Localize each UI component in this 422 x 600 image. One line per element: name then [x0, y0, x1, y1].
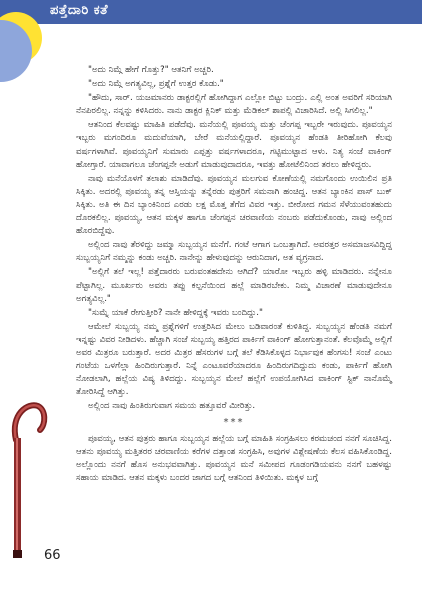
page-number: 66 [44, 548, 61, 563]
paragraph: "ಅದು ನಿಮ್ಗೆ ಅಗತ್ಯವಿಲ್ಲ, ಪ್ರಶ್ನೆಗೆ ಉತ್ತರ ಕೊಡು." [88, 79, 224, 90]
paragraph: "ಅದು ನಿಮ್ಗೆ ಹೇಗೆ ಗೊತ್ತು?" ಆತನಿಗೆ ಅಚ್ಚರಿ. [88, 65, 214, 75]
section-divider: *** [223, 417, 245, 429]
paragraph: ಅಲ್ಲಿಂದ ನಾವು ಹಿಂತಿರುಗುವಾಗ ಸಮಯ ಹತ್ತೂವರೆ ಮೀರಿತ್ತು. [88, 401, 256, 412]
paragraph: ಆತನಿಂದ ಕೆಲವಷ್ಟು ಮಾಹಿತಿ ಪಡೆದೆವು. ಮನೆಯಲ್ಲಿ ಪೂವಯ್ಯ ಮತ್ತು ಚೆಂಗಪ್ಪ ಇಬ್ಬರೇ ಇರುವುದು. ಪೂವಯ್ಯನ ಇಬ್ಬರು ಮಗಂದಿರೂ ಮದುವೆಯಾಗಿ, ಬೇರೆ ಮನೆಯಲ್ಲಿದ್ದಾರೆ. ಪೂವಯ್ಯನ ಹೆಂಡತಿ ತೀರಿಹೋಗಿ ಕೆಲವು ವರ್ಷಗಳಾಗಿವೆ. ಪೂವಯ್ಯನಿಗೆ ಸುಮಾರು ಎಪ್ಪತ್ತು ವರ್ಷಗಳಾದರೂ, ಗಟ್ಟಿಮುಟ್ಟಾದ ಆಳು. ನಿತ್ಯ ಸಂಜೆ ವಾಕಿಂಗ್ ಹೋಗ್ತಾರೆ. ಯಾವಾಗಲೂ ಚೆಂಗಪ್ಪನೇ ಅಡುಗೆ ಮಾಡುವುದಾದರೂ, ಇವತ್ತು ಹೋಟೆಲಿನಿಂದ ತರಲು ಹೇಳಿದ್ದರು. [76, 120, 392, 170]
paragraph: ಅಲ್ಲಿಂದ ನಾವು ತೆರಳಿದ್ದು ಜಮ್ಮಾ ಸುಬ್ಬಯ್ಯನ ಮನೆಗೆ. ಗಂಟೆ ಆಗಾಗ ಒಂಬತ್ತಾಗಿದೆ. ಅವರತ್ತರ ಅಸಮಾಜಸವಿದ್ದಿದ್ದ ಸುಬ್ಬಯ್ಯನಿಗೆ ನಮ್ಮನ್ನು ಕಂಡು ಅಚ್ಚರಿ. ನಾನೇನ್ನು ಹೇಳುವುದನ್ನು ಆರುನಿದಾಗ, ಅತ ವ್ಯಗ್ರನಾದ. [76, 240, 392, 264]
paragraph: ಪೂವಯ್ಯ, ಆತನ ಪುತ್ರರು ಹಾಗೂ ಸುಬ್ಬಯ್ಯನ ಹಲ್ಲೆಯ ಬಗ್ಗೆ ಮಾಹಿತಿ ಸಂಗ್ರಹಿಸಲು ಕರಮಚಂದ ನನಗೆ ಸೂಚಿಸಿದ್ದ. ಆತನು ಪೂವಯ್ಯ ಮತ್ತಿತರರ ಚರವಾಣಿಯ ಕರೆಗಳ ದತ್ತಾಂಶ ಸಂಗ್ರಹಿಸಿ, ಅವುಗಳ ವಿಶ್ಲೇಷಣೆಯ ಕೆಲಸ ವಹಿಸಿಕೊಂಡಿದ್ದ. ಅಲ್ಲೊಂದು ನನಗೆ ಹೊಸ ಅನುಭವವಾಗಿತ್ತು. ಪೂವಯ್ಯನ ಮನೆ ಸಮೀಪದ ಗೂಡಂಗಡಿಯವನು ನನಗೆ ಬಹಳಷ್ಟು ಸಹಾಯ ಮಾಡಿದ. ಆತನ ಮಕ್ಕಳು ಬಂದರ ಜಾಗದ ಬಗ್ಗೆ ಆತನಿಂದ ತಿಳಿಯಿತು. ಮಕ್ಕಳ ಬಗ್ಗೆ [76, 433, 392, 483]
paragraph: ನಾವು ಮನೆಯೊಳಗೆ ತಲಾಶು ಮಾಡಿದೆವು. ಪೂವಯ್ಯನ ಮಲಗುವ ಕೋಣೆಯಲ್ಲಿ ನಮಗೊಂದು ಉಯಿಲಿನ ಪ್ರತಿ ಸಿಕ್ಕಿತು. ಅದರಲ್ಲಿ ಪೂವಯ್ಯ ತನ್ನ ಆಸ್ತಿಯನ್ನು ತನ್ನೆರಡು ಪುತ್ರರಿಗೆ ಸಮನಾಗಿ ಹಂಚಿದ್ದ. ಆತನ ಬ್ಯಾಂಕಿನ ಪಾಸ್ ಬುಕ್ ಸಿಕ್ಕಿತು. ಅತಿ ಈ ದಿನ ಬ್ಯಾಂಕಿನಿಂದ ಎರಡು ಲಕ್ಷ ಮೊತ್ತ ತೆಗೆದ ವಿವರ ಇತ್ತು. ಬೀರೋದ ಗಮನ ಸೆಳೆಯುವಂತಹುದು ದೊರಕಲಿಲ್ಲ. ಪೂವಯ್ಯ, ಆತನ ಮಕ್ಕಳ ಹಾಗೂ ಚೆಂಗಪ್ಪನ ಚರವಾಣಿಯ ನಂಬರು ಪಡೆದುಕೊಂಡು, ನಾವು ಅಲ್ಲಿಂದ ಹೊರಬಿದ್ದೆವು. [76, 173, 392, 237]
paragraph: "ಸುಮ್ನೆ ಯಾಕೆ ರೇಗುತ್ತೀರಿ? ನಾನೇ ಹೇಳಿದ್ದಕ್ಕೆ ಇವರು ಬಂದಿದ್ದು." [88, 307, 263, 318]
paragraph: ಆಮೇಲೆ ಸುಬ್ಬಯ್ಯ ನಮ್ಮ ಪ್ರಶ್ನೆಗಳಿಗೆ ಉತ್ತರಿಸಿದ ಮೇಲು ಬಡಿವಾರಂತೆ ಕುಳಿತಿದ್ದ. ಸುಬ್ಬಯ್ಯನ ಹೆಂಡತಿ ನಮಗೆ ಇನ್ನಷ್ಟು ವಿವರ ನೀಡಿದಳು. ಹೆಚ್ಚಾಗಿ ಸಂಜೆ ಸುಬ್ಬಯ್ಯ ಹತ್ತಿರದ ಪಾರ್ಕಿಗೆ ವಾಕಿಂಗ್ ಹೋಗುತ್ತಾನಂತೆ. ಕೆಲವೊಮ್ಮೆ ಅಲ್ಲಿಗೆ ಅವರ ಮಿತ್ರರೂ ಬರುತ್ತಾರೆ. ಅದರ ಮಿತ್ರರ ಹೆಸರುಗಳ ಬಗ್ಗೆ ತಲೆ ಕೆಡಿಸಿಕೊಳ್ಳದ ನಿರ್ಭಾವುಕ ಹೆಂಗಸು! ಸಂಜೆ ಎಂಟು ಗಂಟೆಯ ಒಳಗೆಲ್ಲಾ ಹಿಂದಿರುಗುತ್ತಾರೆ. ನಿನ್ನೆ ಎಂಟೂವರೆಯಾದರೂ ಹಿಂದಿರುಗದಿದ್ದುದು ಕಂಡು, ಪಾರ್ಕಿಗೆ ಹೋಗಿ ನೋಡಲಾಗಿ, ಹಲ್ಲೆಯ ವಿಷ್ಯ ತಿಳಿದದ್ದು. ಸುಬ್ಬಯ್ಯನ ಮೇಲೆ ಹಲ್ಲೆಗೆ ಉಪಯೋಗಿಸಿದ ವಾಕಿಂಗ್ ಸ್ಟಿಕ್ ನಾನೊಮ್ಮೆ ತೋರಿಸಿದ್ದೆ ಆಗಿತ್ತು. [76, 321, 392, 398]
article-body [76, 64, 392, 486]
paragraph: "ಅಲ್ಲಿಗೆ ತಲೆ ಇಲ್ಲ! ಪತ್ತೆದಾರರು ಬರುವಂತಹದೇನು ಆಗಿದೆ? ಯಾರೋ ಇಬ್ಬರು ಹಳ್ಳಿ ಮಾಡಿದರು. ನನ್ನೇನೂ ಪೆಟ್ಟಾಗಿಲ್ಲ. ಮೂರ್ಖರು ಅವರು ತಪ್ಪು ಕಲ್ಪನೆಯಿಂದ ಹಲ್ಲೆ ಮಾಡಿರಬೇಕು. ನಿಮ್ಮ ವಿಚಾರಣೆ ಮಾಡುವುದೇನೂ ಅಗತ್ಯವಿಲ್ಲ." [76, 267, 392, 304]
running-header-title: ಪತ್ತೆದಾರಿ ಕತೆ [50, 3, 108, 18]
paragraph: "ಹೌದು, ಸಾರ್. ಯಜಮಾನರು ಡಾಕ್ಟರಲ್ಲಿಗೆ ಹೋಗಿದ್ದಾಗ ಎಲ್ಲೋ ಬಿಟ್ಟು ಬಂದ್ರು. ಎಲ್ಲಿ ಅಂತ ಅವರಿಗೆ ಸರಿಯಾಗಿ ನೆನಪಿರಲಿಲ್ಲ. ನನ್ನನ್ನು ಕಳಿಸಿದರು. ನಾನು ಡಾಕ್ಟರ ಕ್ಲಿನಿಕ್ ಮತ್ತು ಮೆಡಿಕಲ್ ಶಾಪಲ್ಲಿ ವಿಚಾರಿಸಿದೆ. ಅಲ್ಲಿ ಸಿಗಲಿಲ್ಲ." [76, 93, 392, 117]
walking-stick-illustration [6, 400, 48, 560]
